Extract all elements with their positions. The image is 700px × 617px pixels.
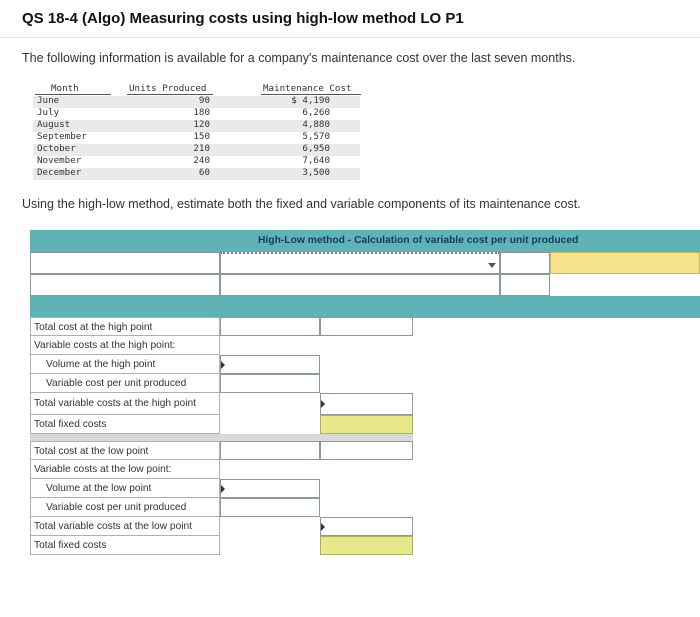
worksheet-input[interactable] [220,274,500,296]
caret-right-icon [321,400,325,408]
high-variable-costs-label: Variable costs at the high point: [30,336,220,355]
cell-month: November [37,155,82,166]
cell-units: 180 [193,107,210,118]
table-row [33,95,360,107]
low-volume-label: Volume at the low point [30,479,220,498]
cell-cost: 6,260 [302,107,330,118]
table-row [33,131,360,143]
cell-units: 210 [193,143,210,154]
header-units: Units Produced [129,83,207,94]
cell-units: 60 [198,167,210,178]
table-row [33,143,360,155]
low-total-variable-costs-label: Total variable costs at the low point [30,517,220,536]
header-cost: Maintenance Cost [263,83,352,94]
low-var-cost-per-unit-input[interactable] [220,498,320,517]
high-volume-label: Volume at the high point [30,355,220,374]
low-total-cost-input[interactable] [220,441,320,460]
chevron-down-icon[interactable] [488,263,496,268]
section-divider [30,434,413,441]
worksheet-input-label[interactable] [30,274,220,296]
worksheet-result-cell [550,252,700,274]
table-row [33,119,360,131]
high-var-cost-per-unit-input[interactable] [220,374,320,393]
high-total-cost-amount[interactable] [320,317,413,336]
high-total-fixed-costs-label: Total fixed costs [30,415,220,434]
high-total-cost-input[interactable] [220,317,320,336]
low-variable-cost-per-unit-label: Variable cost per unit produced [30,498,220,517]
header-month: Month [51,83,79,94]
high-low-worksheet [30,230,700,560]
worksheet-input[interactable] [500,252,550,274]
cell-cost: 3,500 [302,167,330,178]
worksheet-section-band [30,296,700,318]
cell-cost: 6,950 [302,143,330,154]
caret-right-icon [221,361,225,369]
maintenance-data-table [33,82,360,183]
high-total-fixed-costs-result [320,415,413,434]
cell-month: October [37,143,76,154]
instruction-text: Using the high-low method, estimate both the fixed and variable components of its maintenance cost. [22,197,581,211]
cell-cost: 4,880 [302,119,330,130]
cell-cost: 5,570 [302,131,330,142]
table-row [33,167,360,179]
cell-month: December [37,167,82,178]
cell-cost: 7,640 [302,155,330,166]
worksheet-input[interactable] [500,274,550,296]
low-total-variable-costs-input[interactable] [320,517,413,536]
page-title: QS 18-4 (Algo) Measuring costs using high-low method LO P1 [22,10,464,27]
high-total-variable-costs-label: Total variable costs at the high point [30,393,220,415]
title-divider [0,37,700,38]
worksheet-input-label[interactable] [30,252,220,274]
cell-cost: $ 4,190 [291,95,330,106]
table-row [33,155,360,167]
cell-units: 120 [193,119,210,130]
low-total-cost-label: Total cost at the low point [30,441,220,460]
caret-right-icon [321,523,325,531]
low-total-fixed-costs-result [320,536,413,555]
cell-month: August [37,119,71,130]
caret-right-icon [221,485,225,493]
cell-month: July [37,107,60,118]
low-volume-input[interactable] [220,479,320,498]
high-total-cost-label: Total cost at the high point [30,317,220,336]
table-row [33,107,360,119]
worksheet-dropdown[interactable] [220,252,500,274]
worksheet-title: High-Low method - Calculation of variable cost per unit produced [258,235,579,246]
low-total-cost-amount[interactable] [320,441,413,460]
low-variable-costs-label: Variable costs at the low point: [30,460,220,479]
worksheet-header [30,230,700,252]
cell-units: 150 [193,131,210,142]
high-volume-input[interactable] [220,355,320,374]
low-total-fixed-costs-label: Total fixed costs [30,536,220,555]
high-variable-cost-per-unit-label: Variable cost per unit produced [30,374,220,393]
high-total-variable-costs-input[interactable] [320,393,413,415]
cell-units: 90 [198,95,210,106]
cell-units: 240 [193,155,210,166]
cell-month: June [37,95,60,106]
cell-month: September [37,131,87,142]
intro-text: The following information is available for a company's maintenance cost over the last seven months. [22,51,576,65]
